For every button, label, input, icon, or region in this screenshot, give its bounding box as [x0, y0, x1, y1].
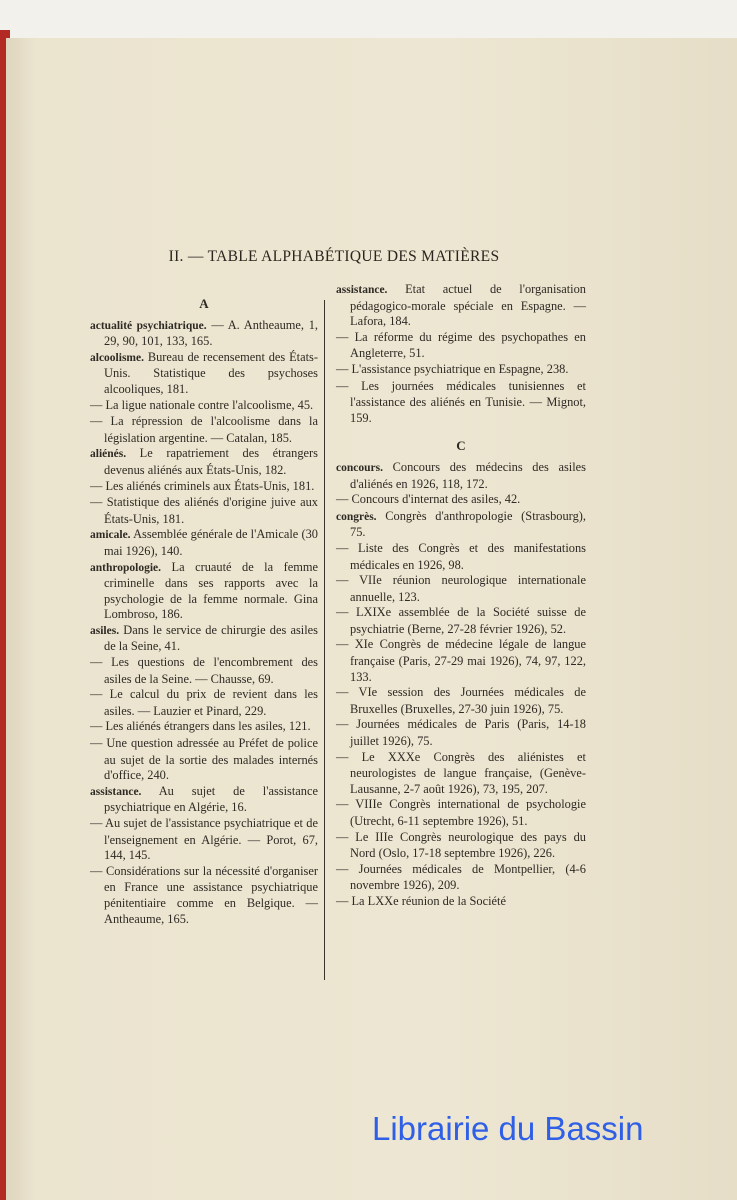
- book-page: [6, 38, 737, 1200]
- index-entry: [90, 527, 318, 559]
- page-title: II. — TABLE ALPHABÉTIQUE DES MATIÈRES: [168, 248, 500, 265]
- entry-text: — Journées médicales de Paris (Paris, 14-18 juillet 1926), 75.: [336, 717, 586, 749]
- index-entry: [90, 864, 318, 927]
- entry-text: Assemblée générale de l'Amicale (30 mai 1926), 140.: [104, 527, 318, 558]
- index-entry: [90, 446, 318, 478]
- entry-heading: congrès.: [336, 510, 377, 523]
- left-column: [90, 296, 318, 927]
- index-entry: [90, 398, 318, 415]
- entry-text: — La réforme du régime des psychopathes en Angleterre, 51.: [336, 329, 586, 361]
- background-strip: [0, 0, 737, 40]
- index-entry: [336, 894, 586, 911]
- entry-text: — Le calcul du prix de revient dans les asiles. — Lauzier et Pinard, 229.: [90, 687, 318, 718]
- entry-text: Etat actuel de l'organisation pédagogico-morale spéciale en Espagne. — Lafora, 184.: [350, 282, 586, 329]
- index-entry: [336, 797, 586, 829]
- entry-text: Le rapatriement des étrangers devenus aliénés aux États-Unis, 182.: [104, 446, 318, 477]
- index-entry: [90, 560, 318, 623]
- entry-text: — VIe session des Journées médicales de Bruxelles (Bruxelles, 27-30 juin 1926), 75.: [336, 685, 586, 716]
- section-a-continued: [336, 282, 586, 426]
- entry-text: La cruauté de la femme criminelle dans ses rapports avec la psychologie de la femme normale. Gina Lombroso, 186.: [104, 559, 318, 622]
- entry-heading: assistance.: [336, 284, 388, 296]
- index-entry: [90, 414, 318, 446]
- right-column: [336, 282, 586, 911]
- entry-text: — Concours d'internat des asiles, 42.: [336, 492, 521, 507]
- index-entry: [90, 495, 318, 527]
- index-entry: [336, 492, 586, 509]
- entry-text: — VIIe réunion neurologique internationale annuelle, 123.: [336, 573, 586, 604]
- entry-heading: anthropologie.: [90, 561, 162, 574]
- index-entry: [336, 541, 586, 573]
- entry-text: — Les questions de l'encombrement des asiles de la Seine. — Chausse, 69.: [90, 655, 318, 686]
- entry-text: — Le XXXe Congrès des aliénistes et neurologistes de langue française, (Genève-Lausanne, 2-7 août 1926), 73, 195, 207.: [336, 749, 586, 796]
- index-entry: [336, 750, 586, 798]
- index-entry: [90, 623, 318, 655]
- index-entry: [336, 282, 586, 330]
- index-entry: [336, 862, 586, 894]
- entry-text: — La ligue nationale contre l'alcoolisme, 45.: [90, 397, 314, 412]
- entry-text: — Statistique des aliénés d'origine juive aux États-Unis, 181.: [90, 495, 318, 526]
- entry-heading: alcoolisme.: [90, 351, 144, 364]
- entry-heading: aliénés.: [90, 448, 127, 461]
- index-entry: [90, 784, 318, 816]
- index-entry: [90, 687, 318, 719]
- entry-text: — La répression de l'alcoolisme dans la législation argentine. — Catalan, 185.: [90, 414, 318, 445]
- entry-text: Concours des médecins des asiles d'aliénés en 1926, 118, 172.: [350, 459, 586, 491]
- entry-text: Bureau de recensement des États-Unis. Statistique des psychoses alcooliques, 181.: [104, 349, 318, 396]
- entry-text: — Les aliénés criminels aux États-Unis, 181.: [90, 478, 315, 493]
- entry-text: — La LXXe réunion de la Société: [336, 893, 506, 908]
- index-entry: [336, 573, 586, 605]
- index-entry: [336, 509, 586, 541]
- section-c: [336, 460, 586, 911]
- index-entry: [336, 460, 586, 492]
- entry-text: — A. Antheaume, 1, 29, 90, 101, 133, 165.: [104, 317, 318, 349]
- entry-text: — Liste des Congrès et des manifestations médicales en 1926, 98.: [336, 540, 586, 572]
- section-letter-c: C: [456, 438, 466, 454]
- entry-text: — XIe Congrès de médecine légale de langue française (Paris, 27-29 mai 1926), 74, 97, 122, 133.: [336, 637, 586, 684]
- section-letter-a: A: [199, 296, 209, 311]
- watermark: Librairie du Bassin: [372, 1110, 644, 1147]
- index-entry: [336, 685, 586, 717]
- index-entry: [336, 637, 586, 685]
- entry-text: — Le IIIe Congrès neurologique des pays du Nord (Oslo, 17-18 septembre 1926), 226.: [336, 829, 586, 861]
- entry-text: Dans le service de chirurgie des asiles de la Seine, 41.: [104, 622, 318, 654]
- entry-heading: asiles.: [90, 624, 120, 637]
- entry-text: — Au sujet de l'assistance psychiatrique et de l'enseignement en Algérie. — Porot, 67, 144, 145.: [90, 816, 318, 863]
- index-entry: [336, 605, 586, 637]
- entry-text: — LXIXe assemblée de la Société suisse de psychiatrie (Berne, 27-28 février 1926), 52.: [336, 605, 586, 636]
- index-entry: [336, 717, 586, 749]
- index-entry: [90, 655, 318, 687]
- entry-text: — Journées médicales de Montpellier, (4-6 novembre 1926), 209.: [336, 861, 586, 893]
- entry-text: — Une question adressée au Préfet de police au sujet de la sortie des malades internés d'office, 240.: [90, 736, 318, 783]
- index-entry: [336, 379, 586, 427]
- entry-text: — VIIIe Congrès international de psychologie (Utrecht, 6-11 septembre 1926), 51.: [336, 797, 586, 828]
- entry-heading: amicale.: [90, 529, 131, 542]
- entry-text: Congrès d'anthropologie (Strasbourg), 75.: [350, 508, 586, 540]
- index-entry: [90, 350, 318, 398]
- entry-heading: concours.: [336, 461, 383, 474]
- index-entry: [90, 736, 318, 784]
- entry-text: — Considérations sur la nécessité d'organiser en France une assistance psychiatrique pénitentiaire comme en Belgique. — Antheaume, 165.: [90, 863, 318, 926]
- entry-heading: actualité psychiatrique.: [90, 319, 207, 332]
- index-entry: [336, 830, 586, 862]
- index-entry: [90, 479, 318, 496]
- index-entry: [90, 816, 318, 864]
- index-entry: [336, 362, 586, 379]
- index-entry: [90, 318, 318, 350]
- entry-text: Au sujet de l'assistance psychiatrique en Algérie, 16.: [104, 783, 318, 815]
- entry-text: — L'assistance psychiatrique en Espagne, 238.: [336, 361, 569, 376]
- column-divider: [324, 300, 325, 980]
- entry-heading: assistance.: [90, 785, 142, 798]
- index-entry: [336, 330, 586, 362]
- entry-text: — Les aliénés étrangers dans les asiles, 121.: [90, 719, 311, 734]
- index-entry: [90, 719, 318, 736]
- entry-text: — Les journées médicales tunisiennes et l'assistance des aliénés en Tunisie. — Mignot, 159.: [336, 378, 586, 425]
